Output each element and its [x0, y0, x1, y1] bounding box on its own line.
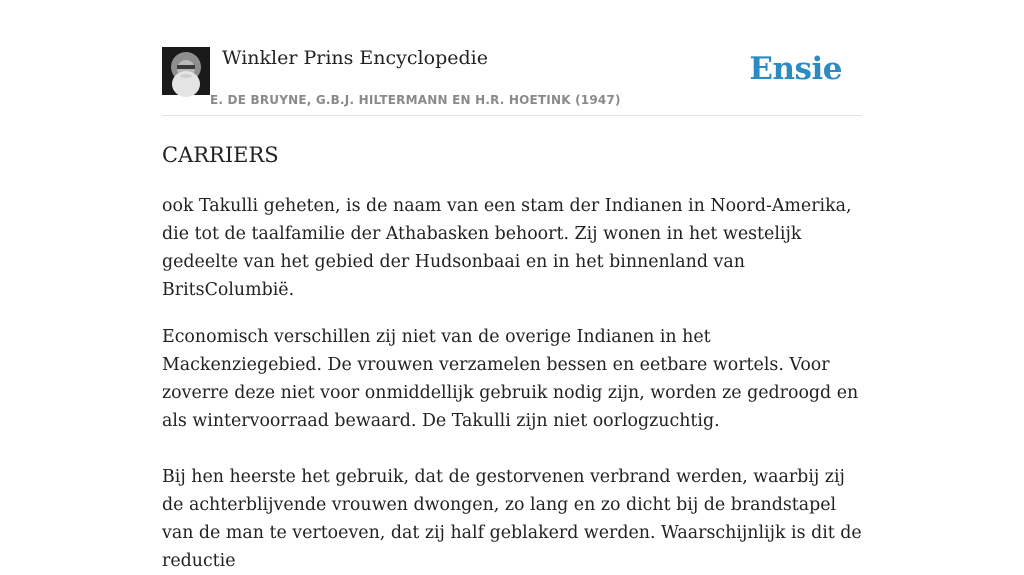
- encyclopedia-title[interactable]: Winkler Prins Encyclopedie: [222, 47, 488, 69]
- article-paragraph: ook Takulli geheten, is de naam van een stam der Indianen in Noord-Amerika, die tot de taalfamilie der Athabasken behoort. Zij wonen in het westelijk gedeelte van het gebied der Hudsonbaai en in het binnenland van BritsColumbië.: [162, 196, 852, 300]
- portrait-image: [162, 47, 210, 95]
- article-paragraph: Economisch verschillen zij niet van de overige Indianen in het Mackenziegebied. De vrouwen verzamelen bessen en eetbare wortels. Voor zoverre deze niet voor onmiddellijk gebruik nodig zijn, worden ze gedroogd en als wintervoorraad bewaard. De Takulli zijn niet oorlogzuchtig.: [162, 327, 859, 431]
- article-title: CARRIERS: [162, 143, 279, 167]
- article-paragraph: Bij hen heerste het gebruik, dat de gestorvenen verbrand werden, waarbij zij de achterblijvende vrouwen dwongen, zo lang en zo dicht bij de brandstapel van de man te vertoeven, dat zij half geblakerd werden. Waarschijnlijk is dit de reductie: [162, 467, 862, 571]
- article-body: [162, 192, 862, 575]
- authors-line: E. DE BRUYNE, G.B.J. HILTERMANN EN H.R. HOETINK (1947): [210, 93, 621, 107]
- ensie-logo[interactable]: Ensie: [749, 51, 842, 87]
- header: [162, 0, 862, 116]
- author-avatar[interactable]: [162, 47, 210, 95]
- page-container: [162, 0, 862, 571]
